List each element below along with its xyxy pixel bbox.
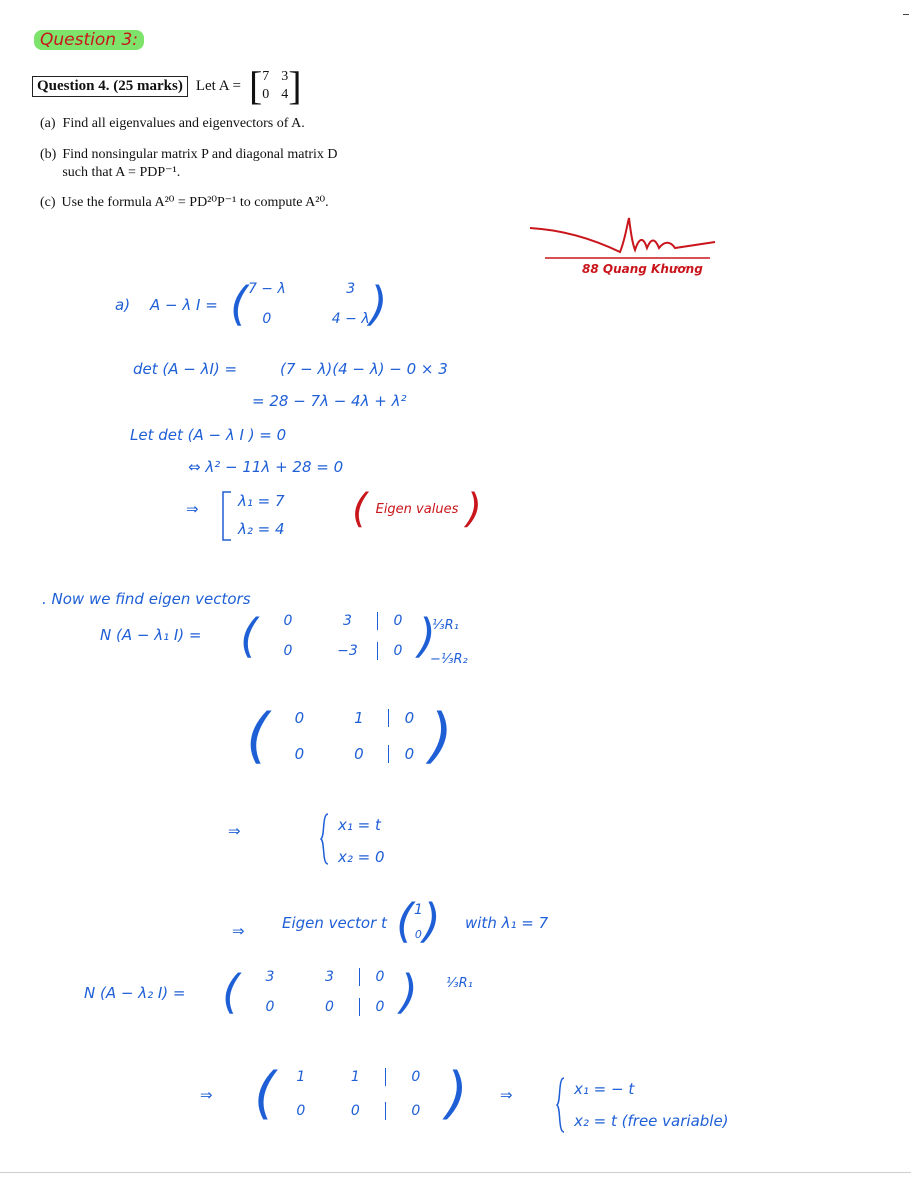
problem-part-b: (b) Find nonsingular matrix P and diagonal matrix D such that A = PDP⁻¹. (40, 147, 338, 180)
solution-a-label: a) (115, 296, 131, 314)
quadratic-equation: ⇔ λ² − 11λ + 28 = 0 (188, 458, 344, 476)
eigen-values-note: ( Eigen values ) (352, 486, 482, 532)
implies-arrow-2: ⇒ (228, 822, 241, 840)
det-line-1-rhs: (7 − λ)(4 − λ) − 0 × 3 (280, 360, 448, 378)
lambda-2: λ₂ = 4 (238, 520, 285, 538)
row-op-3: ¹⁄₃R₁ (446, 976, 473, 991)
signature-name: 88 Quang Khương (582, 262, 703, 276)
lambda-1: λ₁ = 7 (238, 492, 285, 510)
augmented-matrix-3: ( 3 3 0 0 0 0 ) (222, 965, 418, 1019)
row-op-1a: ¹⁄₃R₁ (432, 618, 459, 633)
implies-arrow-1: ⇒ (186, 500, 199, 518)
det-line-1-lhs: det (A − λI) = (133, 360, 238, 378)
augmented-matrix-1: ( 0 3 0 0 −3 0 ) (240, 609, 436, 663)
x1-equals-minus-t: x₁ = − t (574, 1080, 635, 1098)
let-det-zero: Let det (A − λ I ) = 0 (130, 426, 287, 444)
augmented-matrix-2: ( 0 1 0 0 0 0 ) (246, 701, 453, 771)
problem-title: Question 4. (25 marks) (32, 76, 188, 97)
with-lambda-1: with λ₁ = 7 (465, 914, 549, 932)
det-line-2: = 28 − 7λ − 4λ + λ² (252, 392, 407, 410)
lhs-a-minus-lambda-i: A − λ I = (150, 296, 218, 314)
x1-equals-t: x₁ = t (338, 816, 381, 834)
eigen-vector-text: Eigen vector t (282, 914, 387, 932)
implies-arrow-5: ⇒ (500, 1086, 513, 1104)
problem-let: Let A = (195, 77, 241, 94)
row-op-1b: −¹⁄₃R₂ (430, 652, 468, 667)
problem-part-a: (a) Find all eigenvalues and eigenvectors of A. (40, 116, 305, 131)
now-find-eigenvectors: . Now we find eigen vectors (42, 590, 251, 608)
null-space-2-lhs: N (A − λ₂ I) = (84, 984, 186, 1002)
problem-title-row (32, 63, 302, 108)
x2-equals-0: x₂ = 0 (338, 848, 385, 866)
augmented-matrix-4: ( 1 1 0 0 0 0 ) (254, 1061, 468, 1126)
problem-matrix: [ 7 3 0 4 ] (248, 63, 302, 108)
implies-arrow-3: ⇒ (232, 922, 245, 940)
question-label: Question 3: (34, 30, 144, 50)
page-corner-mark (903, 14, 909, 15)
matrix-a-minus-lambda: ( 7 − λ 3 0 4 − λ ) (230, 277, 388, 331)
signature-drawing (525, 210, 725, 270)
page-bottom-edge (0, 1172, 911, 1173)
implies-arrow-4: ⇒ (200, 1086, 213, 1104)
eigen-vector-1: ( 1 0 ) (396, 894, 441, 948)
x2-equals-t-free: x₂ = t (free variable) (574, 1112, 729, 1130)
problem-part-c: (c) Use the formula A²⁰ = PD²⁰P⁻¹ to compute A²⁰. (40, 195, 329, 210)
null-space-1-lhs: N (A − λ₁ I) = (100, 626, 202, 644)
